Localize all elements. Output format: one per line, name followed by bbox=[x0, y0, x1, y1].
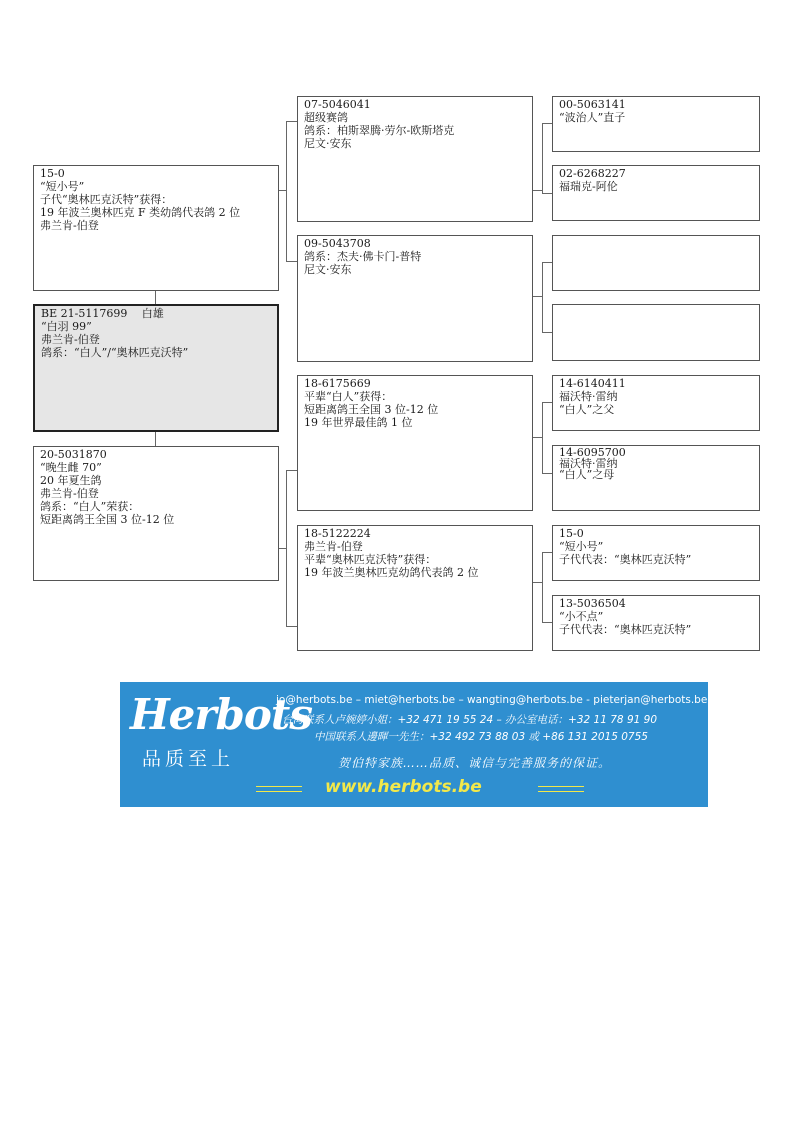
sire-breeder: 弗兰肯-伯登 bbox=[40, 219, 99, 232]
dam-ring: 20-5031870 bbox=[40, 448, 107, 461]
connector bbox=[542, 402, 543, 473]
connector bbox=[286, 470, 297, 471]
ring-number: 13-5036504 bbox=[559, 597, 626, 610]
pigeon-info: 19 年波兰奥林匹克幼鸽代表鸽 2 位 bbox=[304, 566, 479, 579]
subject-breeder: 弗兰肯-伯登 bbox=[41, 333, 100, 346]
connector bbox=[542, 123, 552, 124]
divider bbox=[538, 786, 584, 792]
ddd-box bbox=[552, 595, 760, 651]
pigeon-breeder: 尼文·安东 bbox=[304, 263, 352, 276]
dam-info: 鸽系：“白人”荣获： bbox=[40, 500, 140, 513]
sire-name: “短小号” bbox=[40, 180, 85, 193]
connector bbox=[533, 437, 542, 438]
pigeon-info: “白人”之母 bbox=[559, 468, 615, 481]
pigeon-info: 短距离鸽王全国 3 位-12 位 bbox=[304, 403, 439, 416]
pigeon-name: “短小号” bbox=[559, 540, 604, 553]
tagline: 品质至上 bbox=[142, 748, 235, 770]
connector bbox=[542, 552, 543, 622]
ring-number: 09-5043708 bbox=[304, 237, 371, 250]
sire-dam-box bbox=[297, 235, 533, 362]
sdd-box bbox=[552, 304, 760, 361]
dam-info: 20 年夏生鸽 bbox=[40, 474, 102, 487]
pigeon-info: “白人”之父 bbox=[559, 403, 615, 416]
ring-number: 15-0 bbox=[559, 527, 584, 540]
connector bbox=[542, 332, 552, 333]
pigeon-name: 超级赛鸽 bbox=[304, 111, 348, 124]
pigeon-info: 19 年世界最佳鸽 1 位 bbox=[304, 416, 413, 429]
sire-info: 19 年波兰奥林匹克 F 类幼鸽代表鸽 2 位 bbox=[40, 206, 241, 219]
connector bbox=[533, 296, 542, 297]
ring-number: 18-5122224 bbox=[304, 527, 371, 540]
ring-number: 14-6140411 bbox=[559, 377, 626, 390]
connector bbox=[542, 193, 552, 194]
dam-sire-box bbox=[297, 375, 533, 511]
dsd-box bbox=[552, 445, 760, 511]
divider bbox=[256, 786, 302, 792]
connector bbox=[155, 290, 156, 305]
ring-number: 02-6268227 bbox=[559, 167, 626, 180]
dam-breeder: 弗兰肯-伯登 bbox=[40, 487, 99, 500]
pigeon-info: 平辈“白人”获得： bbox=[304, 390, 393, 403]
pigeon-info: 子代代表：“奥林匹克沃特” bbox=[559, 623, 692, 636]
pigeon-breeder: 福瑞克-阿伦 bbox=[559, 180, 618, 193]
connector bbox=[279, 548, 286, 549]
pigeon-breeder: 福沃特·雷纳 bbox=[559, 457, 618, 470]
pigeon-breeder: 弗兰肯-伯登 bbox=[304, 540, 363, 553]
ring-number: 18-6175669 bbox=[304, 377, 371, 390]
herbots-logo: Herbots bbox=[130, 690, 312, 739]
dss-box bbox=[552, 375, 760, 431]
connector bbox=[533, 582, 542, 583]
connector bbox=[286, 626, 297, 627]
connector bbox=[542, 552, 552, 553]
connector bbox=[279, 190, 286, 191]
pigeon-breeder: 尼文·安东 bbox=[304, 137, 352, 150]
dam-box bbox=[33, 446, 279, 581]
subject-ring: BE 21-5117699 白雄 bbox=[41, 307, 164, 320]
pigeon-breeder: 福沃特·雷纳 bbox=[559, 390, 618, 403]
connector bbox=[155, 432, 156, 446]
connector bbox=[286, 261, 297, 262]
taiwan-contact: 台湾联系人卢婉婷小姐：+32 471 19 55 24 – 办公室电话：+32 11 78 91 90 bbox=[282, 714, 658, 726]
dam-info: 短距离鸽王全国 3 位-12 位 bbox=[40, 513, 175, 526]
connector bbox=[533, 190, 542, 191]
pigeon-name: “波治人”直子 bbox=[559, 111, 626, 124]
sire-info: 子代“奥林匹克沃特”获得： bbox=[40, 193, 173, 206]
dds-box bbox=[552, 525, 760, 581]
pigeon-info: 鸽系：杰夫·佛卡门-普特 bbox=[304, 250, 422, 263]
connector bbox=[542, 473, 552, 474]
sds-box bbox=[552, 235, 760, 291]
ring-number: 07-5046041 bbox=[304, 98, 371, 111]
ring-number: 00-5063141 bbox=[559, 98, 626, 111]
pigeon-info: 平辈“奥林匹克沃特”获得： bbox=[304, 553, 437, 566]
pigeon-info: 子代代表：“奥林匹克沃特” bbox=[559, 553, 692, 566]
connector bbox=[542, 622, 552, 623]
pigeon-info: 鸽系：柏斯翠腾·劳尔-欧斯塔克 bbox=[304, 124, 455, 137]
email-contacts: jo@herbots.be – miet@herbots.be – wangting@herbots.be - pieterjan@herbots.be bbox=[276, 694, 708, 706]
pigeon-name: “小不点” bbox=[559, 610, 604, 623]
website-link[interactable]: www.herbots.be bbox=[325, 777, 482, 797]
sire-sire-box bbox=[297, 96, 533, 222]
slogan: 贺伯特家族……品质、诚信与完善服务的保证。 bbox=[338, 756, 612, 770]
connector bbox=[286, 121, 297, 122]
connector bbox=[542, 262, 543, 332]
dam-name: “晚生雌 70” bbox=[40, 461, 102, 474]
sss-box bbox=[552, 96, 760, 152]
subject-name: “白羽 99” bbox=[41, 320, 92, 333]
herbots-banner bbox=[120, 682, 708, 807]
dam-dam-box bbox=[297, 525, 533, 651]
connector bbox=[542, 402, 552, 403]
subject-bloodline: 鸽系：“白人”/“奥林匹克沃特” bbox=[41, 346, 189, 359]
connector bbox=[286, 470, 287, 626]
sire-ring: 15-0 bbox=[40, 167, 65, 180]
sire-box bbox=[33, 165, 279, 291]
ring-number: 14-6095700 bbox=[559, 446, 626, 459]
china-contact: 中国联系人邊暉一先生：+32 492 73 88 03 或 +86 131 2015 0755 bbox=[314, 731, 648, 743]
subject-box bbox=[33, 304, 279, 432]
connector bbox=[286, 121, 287, 261]
connector bbox=[542, 262, 552, 263]
ssd-box bbox=[552, 165, 760, 221]
connector bbox=[542, 123, 543, 193]
